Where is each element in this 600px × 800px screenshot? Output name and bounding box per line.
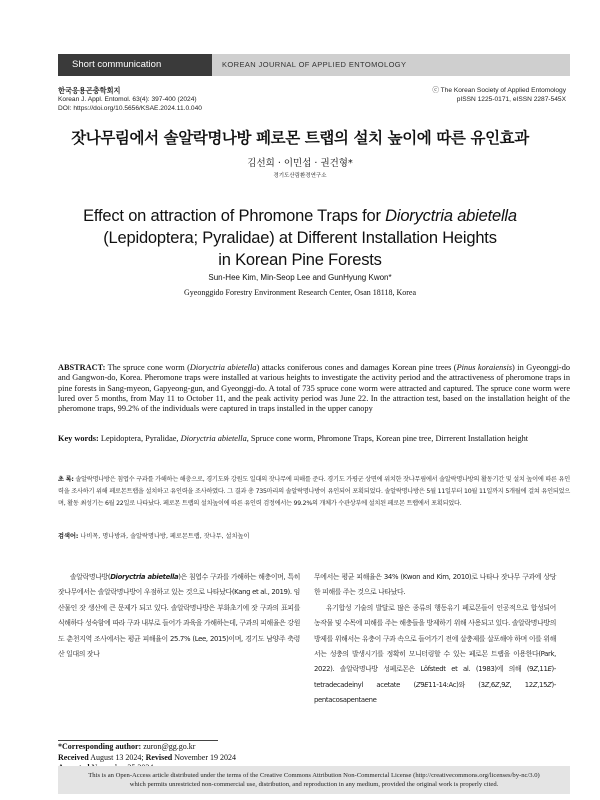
korean-abstract-text: 솔알락명나방은 침엽수 구과를 가해하는 해충으로, 경기도와 강원도 일대의 잣나무에 피해를 준다. 경기도 가평군 상면에 위치한 잣나무림에서 솔알락명나방의 활동기간 및 설치 높이에 따른 유인력을 조사하기 위해 페로몬트랩을 설치하고 유인력을 조사하였다. 그 결과 총 735마리의 솔알락명나방이 유인되어 포획되었다. 솔알락명나방은 5월 11일부터 10월 11일까지 5개월에 걸쳐 유인되었으며, 활동 최성기는 6월 22일로 나타났다. 페로몬 트랩의 설치높이에 따른 유인력 검정에서는 99.2%의 개체가 수관상부에 설치된 페로몬 트랩에서 포획되었다. bbox=[58, 476, 571, 508]
abstract-label: ABSTRACT: bbox=[58, 363, 106, 372]
corresponding-email[interactable]: zuron@gg.go.kr bbox=[141, 742, 196, 751]
korean-keywords-text: 나비목, 명나방과, 솔알락명나방, 페로몬트랩, 잣나무, 설치높이 bbox=[78, 533, 250, 540]
keywords-label: Key words: bbox=[58, 434, 99, 443]
title-english bbox=[0, 205, 600, 271]
body-italic: E bbox=[424, 680, 429, 689]
body-species: Dioryctria abietella bbox=[110, 573, 179, 581]
copyright: ⓒ The Korean Society of Applied Entomology bbox=[432, 87, 566, 94]
body-italic: Z bbox=[532, 680, 538, 689]
license-line-2: which permits unrestricted non-commercial use, distribution, and reproduction in any medium, provided the original work is properly cited. bbox=[129, 781, 499, 788]
journal-banner: KOREAN JOURNAL OF APPLIED ENTOMOLOGY bbox=[212, 54, 570, 76]
body-paragraph bbox=[314, 601, 556, 709]
keywords bbox=[58, 434, 570, 444]
title-english-part1: Effect on attraction of Phromone Traps for bbox=[83, 207, 386, 225]
abstract-pine-species: Pinus koraiensis bbox=[456, 363, 513, 372]
body-text: )은 침엽수 구과를 가해하는 해충이며, 특히 잣나무에서는 솔알락명나방이 우점하고 있는 것으로 나타났다(Kang et al., 2019). 임산물인 잣 생산에 큰 문제가 되고 있다. 솔알락명나방은 부화초기에 잣 구과의 표피를 식해하다 성숙함에 따라 구과 내부로 들어가 과육을 가해하는데, 구과의 피해율은 강원도 춘천지역 조사에서는 평균 피해율이 25.7% (Lee, 2015)이며, 경기도 남양주 축령산 일대의 잣나 bbox=[58, 573, 301, 659]
received-label: Received bbox=[58, 752, 89, 762]
revised-date: November 19 2024 bbox=[172, 752, 236, 762]
body-text: ,15 bbox=[537, 680, 548, 689]
citation: Korean J. Appl. Entomol. 63(4): 397-400 (2024) bbox=[58, 96, 197, 103]
title-english-part3: in Korean Pine Forests bbox=[218, 251, 382, 269]
abstract-species: Dioryctria abietella bbox=[189, 363, 257, 372]
revised-label: Revised bbox=[143, 752, 173, 762]
doi-link[interactable]: DOI: https://doi.org/10.5656/KSAE.2024.11.0.040 bbox=[58, 105, 202, 112]
authors-english: Sun-Hee Kim, Min-Seop Lee and GunHyung Kwon* bbox=[208, 273, 392, 282]
citation-block bbox=[58, 86, 202, 113]
corresponding-label: *Corresponding author: bbox=[58, 742, 142, 751]
license-box bbox=[58, 766, 570, 794]
body-italic: Z bbox=[547, 680, 552, 689]
journal-name-korean: 한국응용곤충학회지 bbox=[58, 86, 121, 95]
body-text: 9 bbox=[420, 680, 425, 689]
header-bar bbox=[58, 54, 570, 76]
section-label: Short communication bbox=[58, 54, 212, 76]
body-paragraph: 무에서는 평균 피해율은 34% (Kwon and Kim, 2010)로 나타나 잣나무 구과에 상당한 피해를 주는 것으로 나타났다. bbox=[314, 573, 556, 597]
body-italic: Z bbox=[505, 680, 510, 689]
body-text: )-tetradecadeinyl acetate ( bbox=[314, 665, 556, 689]
body-italic: E bbox=[547, 665, 552, 674]
body-column-right bbox=[314, 570, 556, 709]
body-text: )-pentacosapentaene bbox=[314, 680, 556, 705]
body-text: , 12 bbox=[509, 680, 533, 689]
license-line-1: This is an Open-Access article distributed under the terms of the Creative Commons Attribution Non-Commercial License (http://creativecommons.org/licenses/by-nc/3.0) bbox=[88, 772, 540, 779]
issn: pISSN 1225-0171, eISSN 2287-545X bbox=[456, 96, 566, 103]
korean-abstract-label: 초 록: bbox=[58, 476, 74, 483]
abstract-text-2: ) attacks coniferous cones and damages Korean pine trees ( bbox=[256, 363, 457, 372]
footnote-divider bbox=[58, 740, 218, 741]
body-text: 11-14:Ac)와 (3 bbox=[428, 680, 485, 689]
title-korean: 잣나무림에서 솔알락명나방 페로몬 트랩의 설치 높이에 따른 유인효과 bbox=[71, 129, 529, 147]
abstract-text-1: The spruce cone worm ( bbox=[105, 363, 190, 372]
body-text: 솔알락명나방( bbox=[70, 573, 111, 581]
abstract-text-3: ) in Gyeonggi-do and Gangwon-do, Korea. Pheromone traps were installed at various heights to investigate the activity period and the attractiveness of pheromone traps in pine forests in Sang-myeon, Gapyeong-gun, and Gyeonggi-do. A total of 735 spruce cone worm were attracted and captured. The spruce cone worm were lured over 5 months, from May 11 to October 11, and the peak activity period was June 22. In the attraction test, based on the installation height of the pheromone traps, 99.2% of the individuals were captured in traps installed in the upper canopy bbox=[58, 363, 570, 414]
korean-keywords bbox=[58, 532, 570, 542]
body-italic: Z bbox=[533, 665, 538, 674]
title-english-species: Dioryctria abietella bbox=[385, 207, 517, 225]
korean-keywords-label: 검색어: bbox=[58, 533, 79, 540]
body-italic: Z bbox=[415, 680, 421, 689]
body-column-left bbox=[58, 570, 300, 662]
keywords-text-2: , Spruce cone worm, Phromone Traps, Korean pine tree, Dirrerent Installation height bbox=[246, 434, 529, 443]
body-italic: Z bbox=[494, 680, 500, 689]
keywords-species: Dioryctria abietella bbox=[180, 434, 247, 443]
body-paragraph bbox=[58, 570, 300, 662]
affiliation-korean: 경기도산림환경연구소 bbox=[273, 173, 327, 179]
authors-korean: 김선희 · 이민섭 · 권건형* bbox=[247, 158, 353, 169]
title-english-part2: (Lepidoptera; Pyralidae) at Different Installation Heights bbox=[103, 229, 497, 247]
body-text: ,9 bbox=[499, 680, 506, 689]
affiliation-english: Gyeonggido Forestry Environment Research Center, Osan 18118, Korea bbox=[184, 288, 416, 297]
korean-abstract bbox=[58, 474, 570, 511]
abstract bbox=[58, 363, 570, 414]
copyright-block bbox=[432, 86, 566, 104]
body-text: ,11 bbox=[537, 665, 548, 674]
body-text: 유기합성 기술의 발달로 많은 종류의 행동유기 페로몬들이 인공적으로 합성되어 농작물 및 수목에 피해를 주는 해충들을 방제하기 위해 사용되고 있다. 솔알락명나방의 방제를 위해서는 유충이 구과 속으로 들어가기 전에 살충제를 살포해야 하며 이를 위해서는 성충의 발생시기를 정확히 모니터링할 수 있는 페로몬 트랩을 이용한다(Park, 2022). 솔알락명나방 성페로몬은 Löfstedt et al. (1983)에 의해 (9 bbox=[314, 603, 556, 674]
received-date: August 13 2024; bbox=[88, 752, 144, 762]
keywords-text-1: Lepidoptera, Pyralidae, bbox=[98, 434, 181, 443]
body-text: ,6 bbox=[489, 680, 495, 689]
body-italic: Z bbox=[484, 680, 489, 689]
